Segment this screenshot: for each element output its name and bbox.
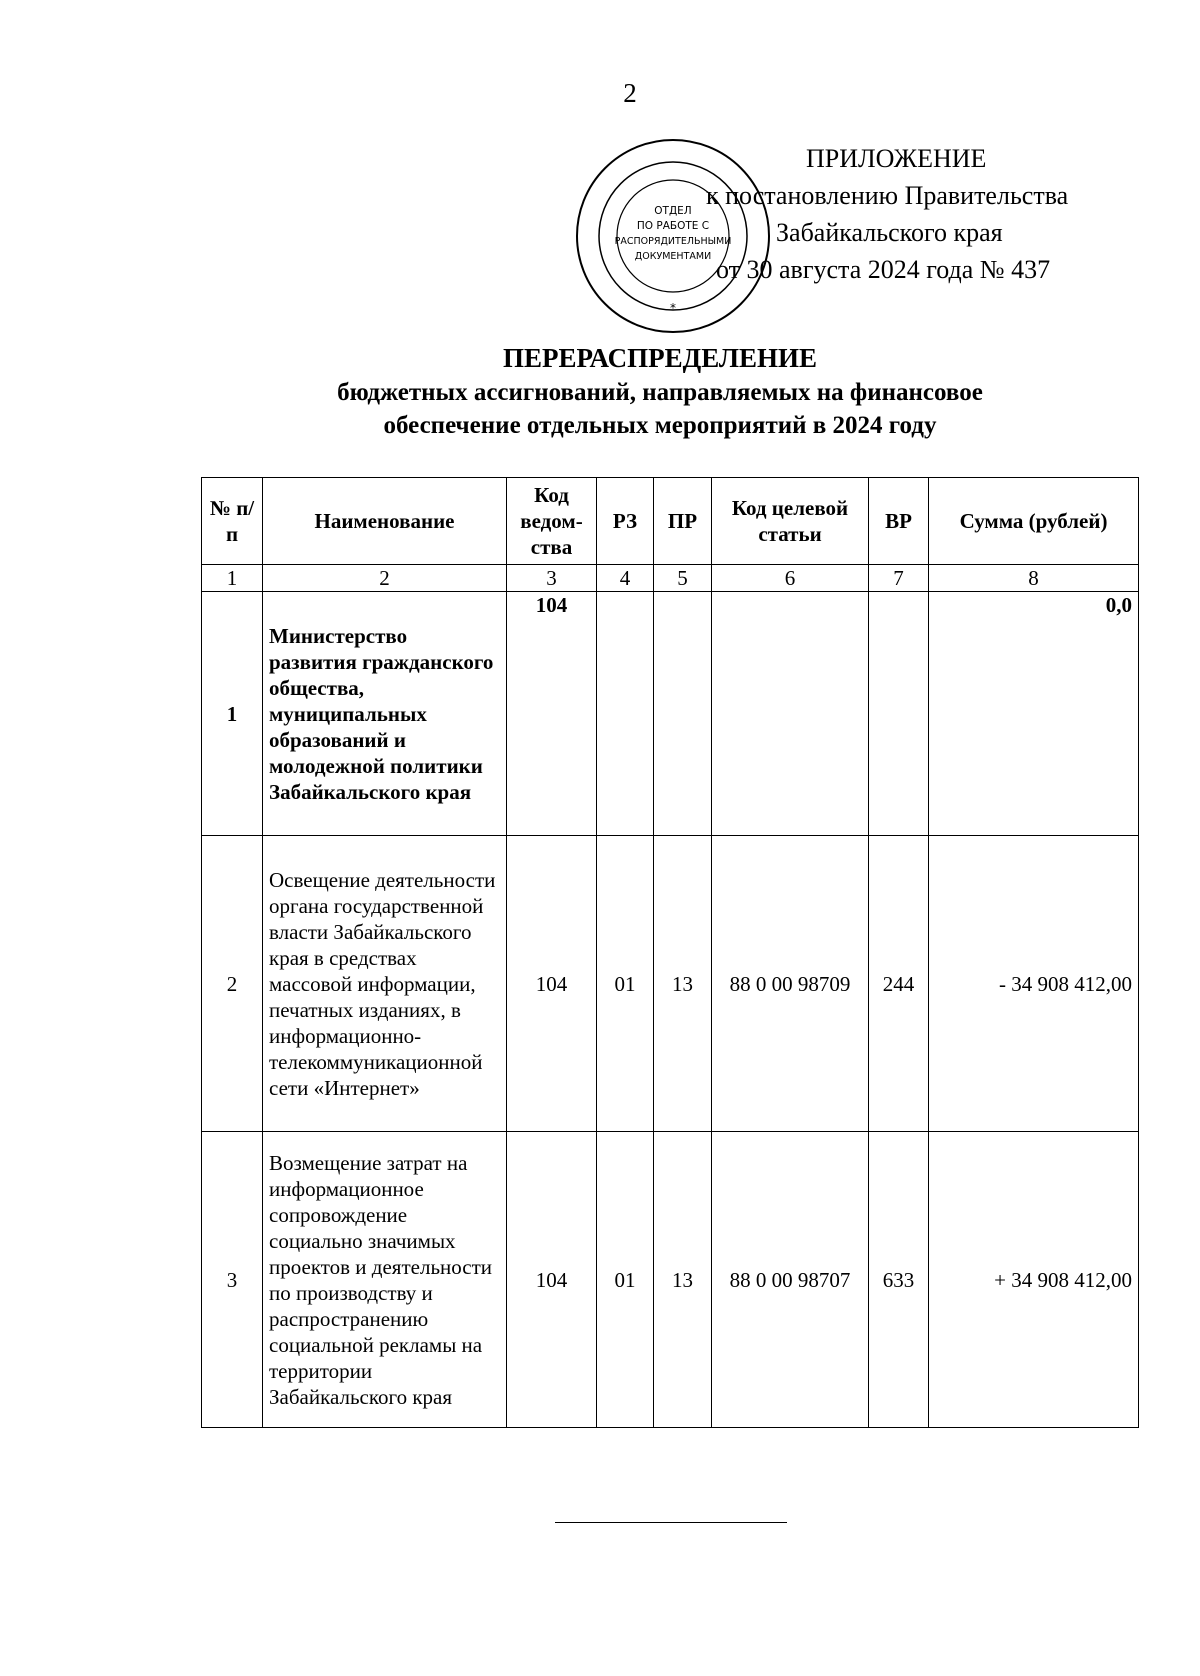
table-header-row [202,478,1139,565]
row-sum: - 34 908 412,00 [929,836,1139,1132]
document-subtitle-line: обеспечение отдельных мероприятий в 2024 году [383,412,937,439]
header-cell: Код целевой статьи [712,478,869,565]
stamp-text-line: ПО РАБОТЕ С [636,220,710,232]
column-number: 4 [597,565,654,592]
row-name: Возмещение затрат на информационное сопровождение социально значимых проектов и деятельности по производству и распространению социальной рекламы на территории Забайкальского края [263,1132,507,1428]
row-rz: 01 [597,1132,654,1428]
row-target-code: 88 0 00 98709 [712,836,869,1132]
row-pr: 13 [654,836,712,1132]
stamp-text-line: РАСПОРЯДИТЕЛЬНЫМИ [614,236,732,247]
row-dept-code: 104 [507,592,597,836]
column-number: 5 [654,565,712,592]
header-cell: Код ведом-ства [507,478,597,565]
row-rz [597,592,654,836]
header-cell: РЗ [597,478,654,565]
row-vr: 633 [869,1132,929,1428]
column-number: 1 [202,565,263,592]
header-cell: ПР [654,478,712,565]
row-target-code: 88 0 00 98707 [712,1132,869,1428]
appendix-line: Забайкальского края [776,218,1003,247]
header-cell: Наименование [263,478,507,565]
row-name: Министерство развития гражданского общества, муниципальных образований и молодежной политики Забайкальского края [263,592,507,836]
row-name: Освещение деятельности органа государственной власти Забайкальского края в средствах массовой информации, печатных изданиях, в информационно-телекоммуникационной сети «Интернет» [263,836,507,1132]
appendix-line: от 30 августа 2024 года № 437 [716,255,1051,284]
row-sum: 0,0 [929,592,1139,836]
budget-table [201,477,1139,1428]
page-number: 2 [623,78,637,108]
table-row [202,1132,1139,1428]
stamp-star-icon: * [670,301,676,315]
document-subtitle-line: бюджетных ассигнований, направляемых на финансовое [337,379,983,406]
row-target-code [712,592,869,836]
column-number: 8 [929,565,1139,592]
header-cell: ВР [869,478,929,565]
row-sum: + 34 908 412,00 [929,1132,1139,1428]
stamp-text-line: ОТДЕЛ [654,205,692,217]
stamp-text-line: ДОКУМЕНТАМИ [634,251,712,262]
row-dept-code: 104 [507,1132,597,1428]
row-pr [654,592,712,836]
row-pr: 13 [654,1132,712,1428]
row-rz: 01 [597,836,654,1132]
table-row [202,592,1139,836]
column-number: 2 [263,565,507,592]
column-number-row [202,565,1139,592]
row-dept-code: 104 [507,836,597,1132]
table-row [202,836,1139,1132]
header-cell: № п/п [202,478,263,565]
column-number: 3 [507,565,597,592]
document-title-main: ПЕРЕРАСПРЕДЕЛЕНИЕ [502,343,818,373]
row-number: 2 [202,836,263,1132]
appendix-title: ПРИЛОЖЕНИЕ [806,144,987,173]
row-vr [869,592,929,836]
document-title [190,340,1130,442]
header-cell: Сумма (рублей) [929,478,1139,565]
column-number: 6 [712,565,869,592]
row-vr: 244 [869,836,929,1132]
footer-divider [555,1522,787,1523]
row-number: 3 [202,1132,263,1428]
appendix-line: к постановлению Правительства [706,181,1069,210]
column-number: 7 [869,565,929,592]
appendix-block [680,140,1100,288]
row-number: 1 [202,592,263,836]
